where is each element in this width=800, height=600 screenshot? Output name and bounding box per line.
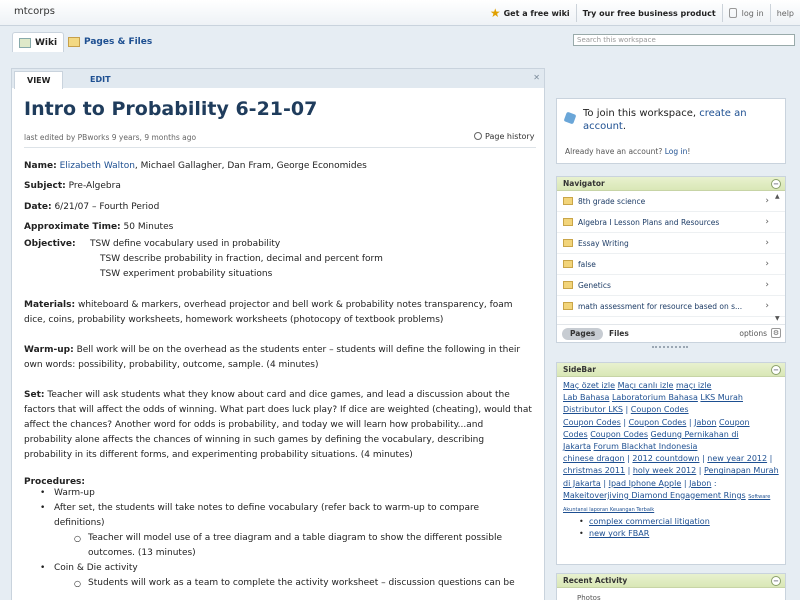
name-line [24,161,367,171]
sidebar-link[interactable]: Maç özet izle [563,381,616,390]
chevron-right-icon: › [765,301,769,311]
sidebar-link[interactable]: Jabon [694,417,717,427]
sidebar-link[interactable]: Forum Blackhat Indonesia [593,442,698,452]
time-label: Approximate Time: [24,222,121,232]
sidebar-link[interactable]: Coupon Codes [563,417,621,427]
materials-label: Materials: [24,300,76,310]
list-item [579,516,779,528]
scroll-down-icon[interactable]: ▼ [775,315,780,322]
chevron-right-icon: › [765,196,769,206]
sidebar-link[interactable]: Codes [563,429,588,439]
subject-value: Pre-Algebra [68,181,121,191]
recent-activity-panel [556,573,786,600]
options-link[interactable]: options [739,329,767,338]
procedures-label: Procedures: [24,477,86,487]
materials-text: dice, coins, probability worksheets, homework worksheets (photocopy of textbook problems) [24,315,444,325]
list-subitem: ○ Students will work as a team to complete the activity worksheet – discussion questions can be [40,576,530,591]
view-edit-tabs [11,68,545,88]
folder-icon [563,281,573,289]
sidebar-link[interactable]: Gedung Pernikahan di [650,429,739,439]
divider [722,4,723,22]
chevron-right-icon: › [765,217,769,227]
close-icon[interactable]: ✕ [533,73,540,82]
search-input[interactable]: Search this workspace [573,34,795,46]
navigator-title: Navigator [563,179,605,188]
sidebar-link[interactable]: chinese dragon [563,454,625,464]
lock-icon [729,8,737,18]
sidebar-link[interactable]: maçı izle [676,381,712,390]
sidebar-link[interactable]: christmas 2011 [563,466,626,476]
sidebar-link[interactable]: Software [748,493,771,500]
divider [576,4,577,22]
sidebar-link[interactable]: holy week 2012 [632,466,697,476]
name-rest: , Michael Gallagher, Dan Fram, George Economides [134,161,367,171]
list-item-text: definitions) [54,518,105,528]
sidebar-header [557,363,785,377]
sidebar-link[interactable]: Lab Bahasa [563,393,610,403]
chevron-right-icon: › [765,259,769,269]
navigator-item-label: Algebra I Lesson Plans and Resources [578,217,720,227]
warmup-text: Bell work will be on the overhead as the students enter – students will define the following in their [76,345,521,355]
set-text: Teacher will ask students what they know about card and dice games, and lead a discussion about the [47,390,510,400]
list-item [579,528,779,540]
tab-view[interactable]: VIEW [14,71,63,89]
already-label: Already have an account? [565,147,663,156]
set-text: affect the chances? Another word for odds is probability, and today we will learn how probability...and [24,420,484,430]
sidebar-link[interactable]: Akuntansi laporan Keuangan Terbaik [563,507,655,514]
folder-icon [563,302,573,310]
list-item: • Coin & Die activity [40,561,530,576]
top-links [490,0,794,26]
date-value: 6/21/07 – Fourth Period [54,202,160,212]
already-account [565,147,690,156]
procedures-list [40,486,530,591]
already-punct: ! [687,147,691,156]
tab-pages-files[interactable] [62,32,158,52]
sidebar-links: Maç özet izle Maçı canlı izle maçı izle Lab Bahasa Laboratorium Bahasa LKS Murah Distributor LKS | Coupon Codes Coupon Codes | Coupon Codes | Jabon Coupon Codes Coupon Codes Gedung Pernikahan di Jakarta Forum Blackhat Indonesia chinese dragon | 2012 countdown | new year 2012 | christmas 2011 | holy week 2012 | Penginapan Murah di Jakarta | Ipad Iphone Apple | Jabon : Makeitoverjiving Diamond Engagement Rings Software Akuntansi laporan Keuangan Terbaik • complex commercial litigation • new york FBAR [557,377,785,544]
objective-label: Objective: [24,239,76,249]
list-item: • Warm-up [40,486,530,501]
tab-files[interactable]: Files [609,329,629,338]
objective-item: TSW describe probability in fraction, decimal and percent form [100,254,383,264]
navigator-item[interactable] [557,233,785,254]
date-line [24,202,159,212]
time-value: 50 Minutes [123,222,174,232]
collapse-icon[interactable]: − [771,365,781,375]
navigator-panel [556,176,786,343]
navigator-item-label: false [578,259,596,269]
navigator-item[interactable] [557,212,785,233]
list-item: • After set, the students will take notes to define vocabulary (refer back to warm-up to compare [40,501,530,516]
page-history-link[interactable] [474,132,534,141]
list-subitem-continued [40,546,530,561]
set-text: probability alone affects the chances of winning in such games by defining the vocabulary, describing [24,435,485,445]
sidebar-link[interactable]: Coupon Codes [590,429,648,439]
page-title: Intro to Probability 6-21-07 [24,98,318,120]
objective-item: TSW define vocabulary used in probability [90,239,281,249]
chevron-right-icon: › [765,238,769,248]
create-account-link[interactable]: create an account [583,108,747,132]
recent-activity-item[interactable]: Photos [577,594,601,600]
tab-label: Wiki [35,37,58,48]
navigator-item-label: math assessment for resource based on s... [578,301,743,311]
history-icon [474,132,482,140]
tab-label: Pages & Files [84,37,153,47]
date-label: Date: [24,202,52,212]
sidebar-link[interactable]: Jakarta [563,442,591,452]
sidebar-link[interactable]: complex commercial litigation [589,517,710,527]
join-punct: . [622,121,627,132]
login-link[interactable]: Log in [664,147,688,156]
pushpin-icon [564,112,577,125]
page-meta: last edited by PBworks 9 years, 9 months ago [24,133,197,142]
collapse-icon[interactable]: − [771,179,781,189]
navigator-item[interactable] [557,275,785,296]
join-box [556,98,786,164]
folder-icon [563,239,573,247]
help-link[interactable]: help [776,8,794,18]
navigator-item-label: Genetics [578,280,611,290]
sidebar-link[interactable]: di Jakarta [563,478,601,488]
set-text: factors that will affect the odds of winning. What part does luck play? If dice are weighted (cheating), would that [24,405,532,415]
navigator-item[interactable] [557,191,785,212]
gear-icon[interactable]: ⚙ [772,329,780,337]
navigator-item-label: Essay Writing [578,238,629,248]
recent-activity-title: Recent Activity [563,576,628,585]
top-bar [0,0,800,26]
navigator-item[interactable] [557,254,785,275]
sidebar-link[interactable]: Ipad Iphone Apple [608,478,682,488]
list-item-continued [40,516,530,531]
materials-text: whiteboard & markers, overhead projector and bell work & probability notes transparency, foam [77,300,513,310]
sidebar-bullets [563,516,779,540]
time-line [24,222,173,232]
navigator-item-label: 8th grade science [578,196,646,206]
sidebar-panel [556,362,786,565]
warmup-text: own words: possibility, probability, outcome, sample. (4 minutes) [24,360,319,370]
login-link[interactable]: log in [741,8,764,18]
objective-item: TSW experiment probability situations [100,269,273,279]
set-label: Set: [24,390,45,400]
tab-pages[interactable]: Pages [562,328,603,340]
set-paragraph [24,388,534,463]
list-item-text: outcomes. (13 minutes) [88,548,196,558]
divider [24,147,536,148]
collapse-icon[interactable]: − [771,576,781,586]
folder-icon [68,37,80,47]
page-header [24,98,536,120]
scrollbar[interactable] [775,193,783,322]
folder-icon [563,260,573,268]
sidebar-link[interactable]: Maçı canlı izle [617,381,674,390]
get-free-wiki-link[interactable]: Get a free wiki [503,8,570,18]
sidebar-link[interactable]: new york FBAR [589,529,650,539]
materials-paragraph [24,298,534,328]
navigator-item[interactable] [557,296,785,317]
join-label: To join this workspace, [583,108,700,119]
sidebar-title: SideBar [563,365,596,374]
sidebar-link[interactable]: Coupon Codes [630,405,689,415]
list-subitem: ○ Teacher will model use of a tree diagram and a table diagram to show the different possible [40,531,530,546]
folder-icon [563,197,573,205]
objective-line [24,239,76,249]
sidebar-link[interactable]: Coupon Codes [628,417,687,427]
navigator-list [557,191,785,324]
try-product-link[interactable]: Try our free business product [582,8,716,18]
navigator-footer [557,324,785,342]
warmup-label: Warm-up: [24,345,74,355]
sidebar-link[interactable]: Jabon [689,478,712,488]
scroll-up-icon[interactable]: ▲ [775,193,780,200]
subject-line [24,181,121,191]
recent-activity-header [557,574,785,588]
author-link[interactable]: Elizabeth Walton [59,161,135,171]
folder-icon [563,218,573,226]
brand-name[interactable]: mtcorps [14,6,55,17]
sidebar-link[interactable]: LKS Murah [700,393,743,403]
join-text [583,107,783,133]
wiki-icon [19,38,31,48]
star-icon: ★ [489,6,501,20]
workspace-tabs [0,26,800,54]
sidebar-link[interactable]: new year 2012 [707,454,768,464]
name-label: Name: [24,161,57,171]
sidebar-link[interactable]: Distributor LKS [563,405,623,415]
sidebar-link[interactable]: Makeitoverjiving Diamond Engagement Rings [563,490,746,500]
sidebar-link[interactable]: Penginapan Murah [704,466,779,476]
resize-handle[interactable] [652,346,688,348]
tab-wiki[interactable] [12,32,64,52]
page-history-label: Page history [485,132,535,141]
subject-label: Subject: [24,181,66,191]
warmup-paragraph [24,343,534,373]
tab-edit[interactable]: EDIT [90,75,111,84]
sidebar-link[interactable]: Coupon [719,417,750,427]
sidebar-link[interactable]: Laboratorium Bahasa [611,393,698,403]
chevron-right-icon: › [765,280,769,290]
divider [770,4,771,22]
navigator-header [557,177,785,191]
set-text: probability in its different forms, and experimenting probability situations. (4 minutes) [24,450,413,460]
sidebar-link[interactable]: 2012 countdown [632,454,700,464]
